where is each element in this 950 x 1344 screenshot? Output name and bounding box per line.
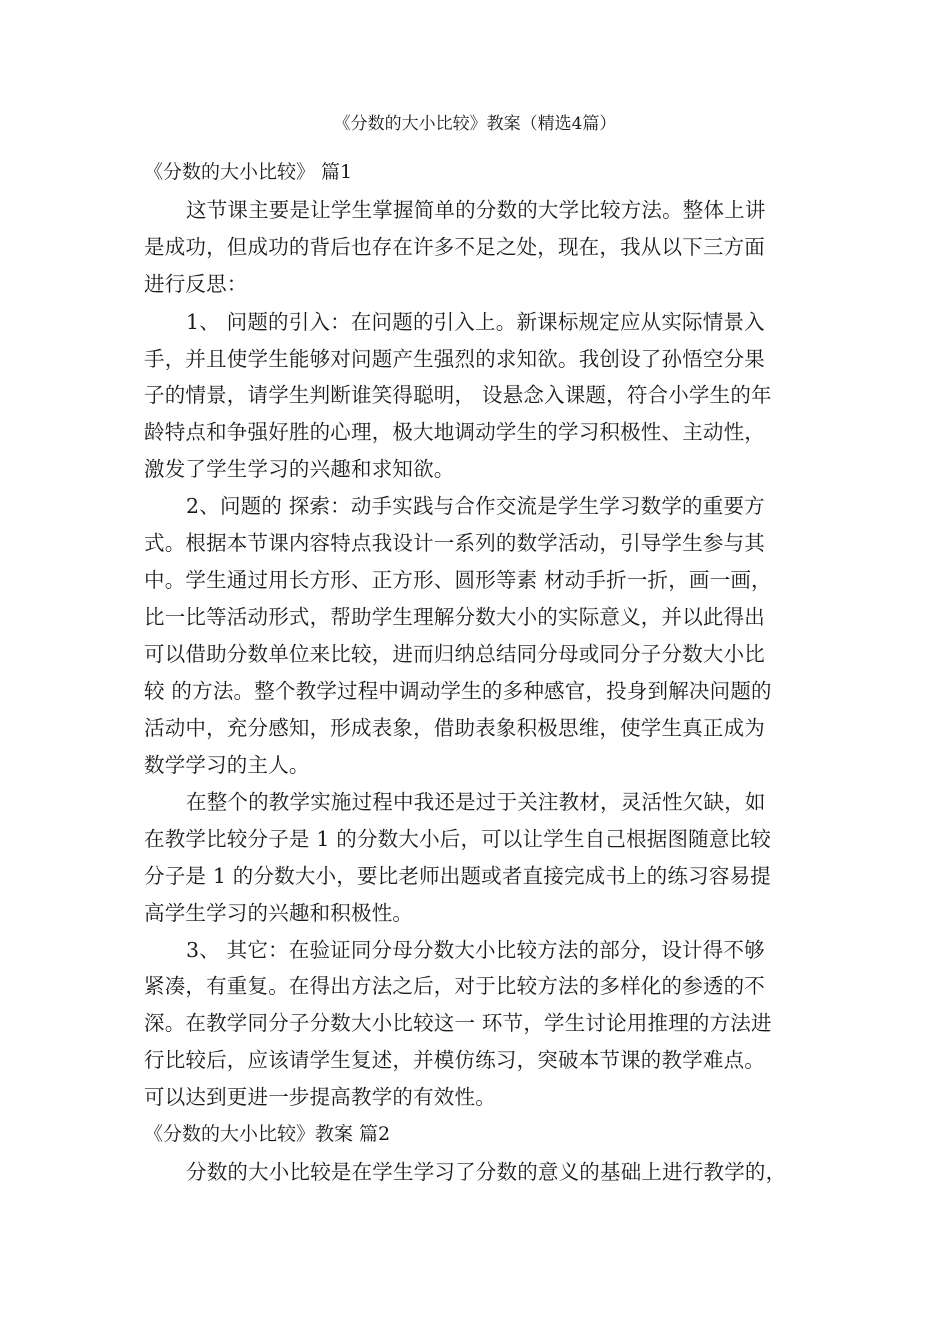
text-line: 手，并且使学生能够对问题产生强烈的求知欲。我创设了孙悟空分果 <box>144 347 765 371</box>
section-heading-1: 《分数的大小比较》 篇1 <box>144 161 353 183</box>
text-line: 激发了学生学习的兴趣和求知欲。 <box>144 457 455 481</box>
text-line: 较 的方法。整个教学过程中调动学生的多种感官，投身到解决问题的 <box>144 679 772 703</box>
text-line: 紧凑，有重复。在得出方法之后，对于比较方法的多样化的参透的不 <box>144 974 765 998</box>
text-line: 在教学比较分子是 1 的分数大小后，可以让学生自己根据图随意比较 <box>144 827 771 851</box>
text-line: 子的情景，请学生判断谁笑得聪明， 设悬念入课题，符合小学生的年 <box>144 383 772 407</box>
text-line: 分子是 1 的分数大小，要比老师出题或者直接完成书上的练习容易提 <box>144 864 771 888</box>
text-line: 这节课主要是让学生掌握简单的分数的大学比较方法。整体上讲 <box>186 198 766 222</box>
text-line: 是成功，但成功的背后也存在许多不足之处，现在，我从以下三方面 <box>144 235 765 259</box>
text-line: 2、问题的 探索：动手实践与合作交流是学生学习数学的重要方 <box>186 494 765 518</box>
text-line: 可以达到更进一步提高教学的有效性。 <box>144 1085 496 1109</box>
text-line: 在整个的教学实施过程中我还是过于关注教材，灵活性欠缺，如 <box>186 790 766 814</box>
text-line: 分数的大小比较是在学生学习了分数的意义的基础上进行教学的， <box>186 1160 787 1184</box>
text-line: 进行反思： <box>144 272 248 296</box>
text-line: 1、 问题的引入：在问题的引入上。新课标规定应从实际情景入 <box>186 310 765 334</box>
text-line: 深。在教学同分子分数大小比较这一 环节，学生讨论用推理的方法进 <box>144 1011 772 1035</box>
text-line: 高学生学习的兴趣和积极性。 <box>144 901 414 925</box>
text-line: 式。根据本节课内容特点我设计一系列的数学活动，引导学生参与其 <box>144 531 765 555</box>
text-line: 中。学生通过用长方形、正方形、圆形等素 材动手折一折，画一画， <box>144 568 772 592</box>
text-line: 比一比等活动形式，帮助学生理解分数大小的实际意义，并以此得出 <box>144 605 765 629</box>
text-line: 行比较后，应该请学生复述，并模仿练习，突破本节课的教学难点。 <box>144 1048 765 1072</box>
text-line: 3、 其它：在验证同分母分数大小比较方法的部分，设计得不够 <box>186 938 765 962</box>
section-heading-2: 《分数的大小比较》教案 篇2 <box>144 1123 391 1145</box>
text-line: 数学学习的主人。 <box>144 753 310 777</box>
text-line: 可以借助分数单位来比较，进而归纳总结同分母或同分子分数大小比 <box>144 642 765 666</box>
document-title: 《分数的大小比较》教案（精选4篇） <box>333 114 617 134</box>
text-line: 龄特点和争强好胜的心理，极大地调动学生的学习积极性、主动性， <box>144 420 765 444</box>
text-line: 活动中，充分感知，形成表象，借助表象积极思维，使学生真正成为 <box>144 716 765 740</box>
